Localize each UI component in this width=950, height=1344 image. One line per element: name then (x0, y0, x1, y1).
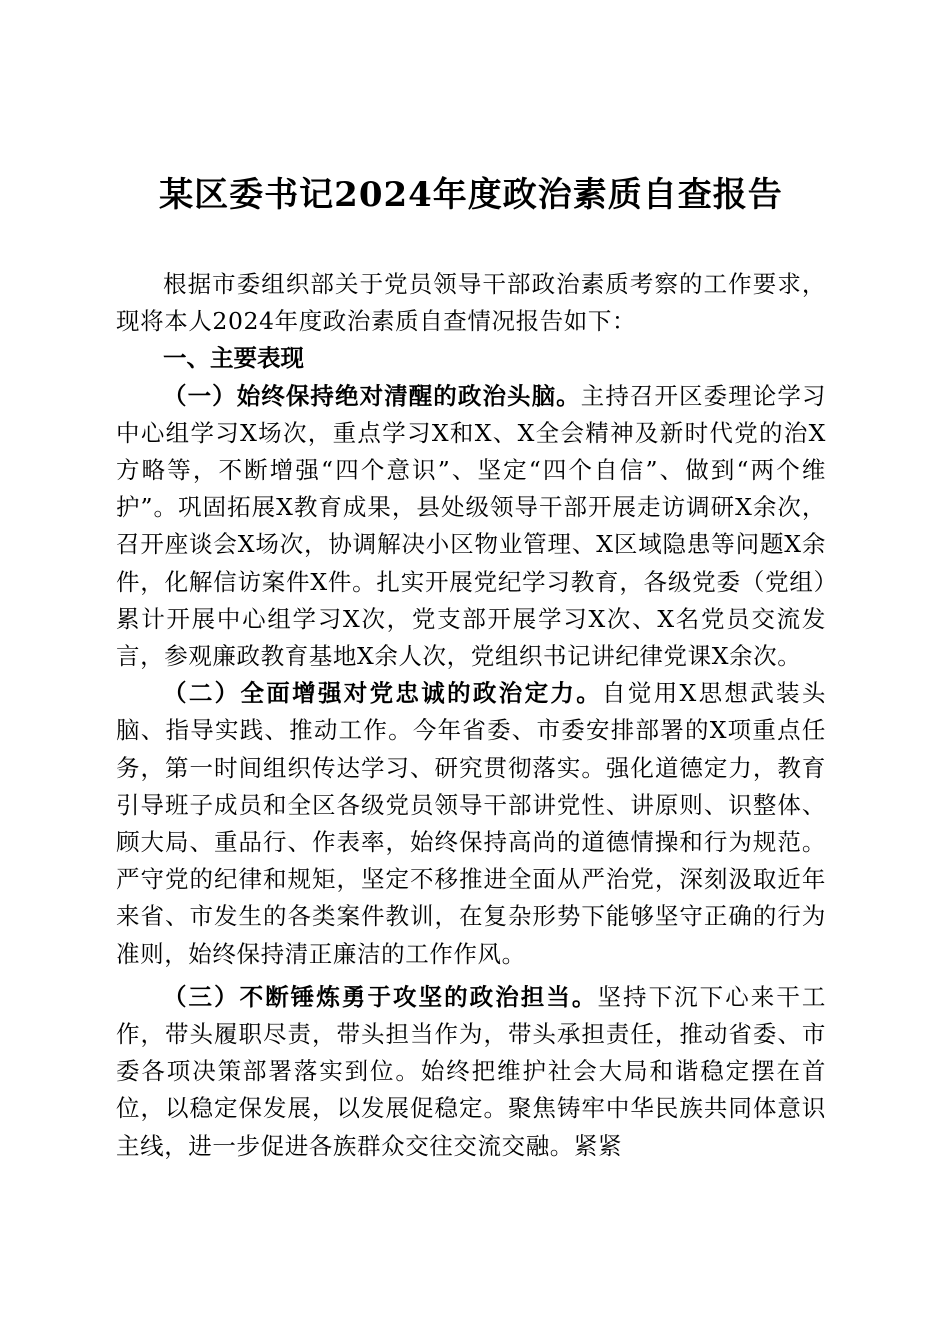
document-title: 某区委书记2024年度政治素质自查报告 (159, 175, 783, 215)
document-page (116, 172, 826, 1165)
item-body-3: 坚持下沉下心来干工作，带头履职尽责，带头担当作为，带头承担责任，推动省委、市委各项决策部署落实到位。始终把维护社会大局和谐稳定摆在首位，以稳定保发展，以发展促稳定。聚焦铸牢中华民族共同体意识主线，进一步促进各族群众交往交流交融。紧紧 (116, 982, 826, 1160)
item-body-2: 自觉用X思想武装头脑、指导实践、推动工作。今年省委、市委安排部署的X项重点任务，第一时间组织传达学习、研究贯彻落实。强化道德定力，教育引导班子成员和全区各级党员领导干部讲党性、讲原则、识整体、顾大局、重品行、作表率，始终保持高尚的道德情操和行为规范。严守党的纪律和规矩，坚定不移推进全面从严治党，深刻汲取近年来省、市发生的各类案件教训，在复杂形势下能够坚守正确的行为准则，始终保持清正廉洁的工作作风。 (116, 679, 826, 968)
item-lead-2: （二）全面增强对党忠诚的政治定力。 (163, 679, 603, 708)
item-paragraph-1 (116, 378, 826, 676)
item-body-1: 主持召开区委理论学习中心组学习X场次，重点学习X和X、X全会精神及新时代党的治X方略等，不断增强“四个意识”、坚定“四个自信”、做到“两个维护”。巩固拓展X教育成果，县处级领导干部开展走访调研X余次，召开座谈会X场次，协调解决小区物业管理、X区域隐患等问题X余件，化解信访案件X件。扎实开展党纪学习教育，各级党委（党组）累计开展中心组学习X次，党支部开展学习X次、X名党员交流发言，参观廉政教育基地X余人次，党组织书记讲纪律党课X余次。 (116, 381, 827, 671)
item-lead-3: （三）不断锤炼勇于攻坚的政治担当。 (163, 982, 598, 1011)
intro-paragraph: 根据市委组织部关于党员领导干部政治素质考察的工作要求，现将本人2024年度政治素质自查情况报告如下： (116, 270, 826, 336)
item-lead-1: （一）始终保持绝对清醒的政治头脑。 (163, 381, 581, 410)
item-paragraph-2 (116, 675, 826, 973)
section-heading: 一、主要表现 (163, 344, 304, 373)
item-paragraph-3 (116, 979, 826, 1165)
